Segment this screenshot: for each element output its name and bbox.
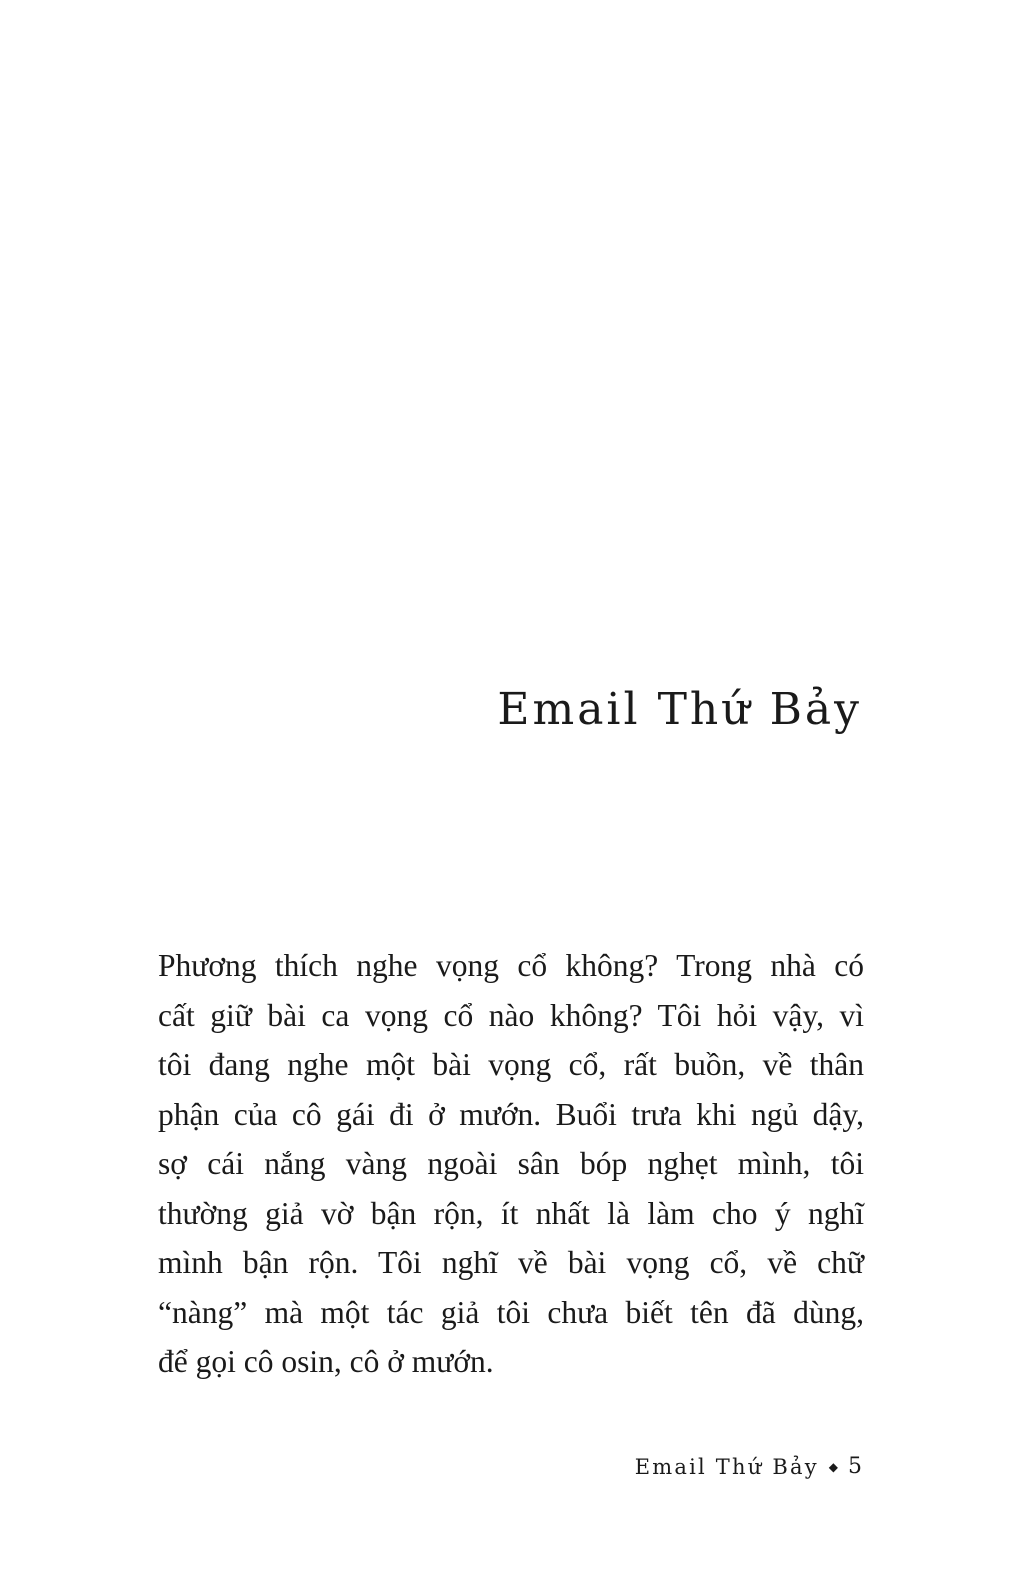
paragraph-line: sợ cái nắng vàng ngoài sân bóp nghẹt mình, tôi [158, 1146, 864, 1181]
paragraph-line: phận của cô gái đi ở mướn. Buổi trưa khi ngủ dậy, [158, 1096, 864, 1132]
chapter-title: Email Thứ Bảy [497, 684, 862, 735]
paragraph-line: thường giả vờ bận rộn, ít nhất là làm cho ý nghĩ [158, 1195, 864, 1231]
page-number: 5 [848, 1454, 862, 1479]
paragraph-line: cất giữ bài ca vọng cổ nào không? Tôi hỏi vậy, vì [158, 997, 864, 1033]
paragraph-line: để gọi cô osin, cô ở mướn. [158, 1344, 494, 1379]
paragraph-line: tôi đang nghe một bài vọng cổ, rất buồn, về thân [158, 1047, 864, 1082]
diamond-separator-icon: ◆ [828, 1459, 838, 1474]
page-footer [635, 1454, 862, 1479]
paragraph-line: Phương thích nghe vọng cổ không? Trong nhà có [158, 948, 864, 983]
body-paragraph [158, 941, 864, 1387]
running-title: Email Thứ Bảy [634, 1454, 819, 1479]
paragraph-line: mình bận rộn. Tôi nghĩ về bài vọng cổ, về chữ [158, 1245, 864, 1280]
paragraph-line: “nàng” mà một tác giả tôi chưa biết tên đã dùng, [158, 1294, 864, 1330]
